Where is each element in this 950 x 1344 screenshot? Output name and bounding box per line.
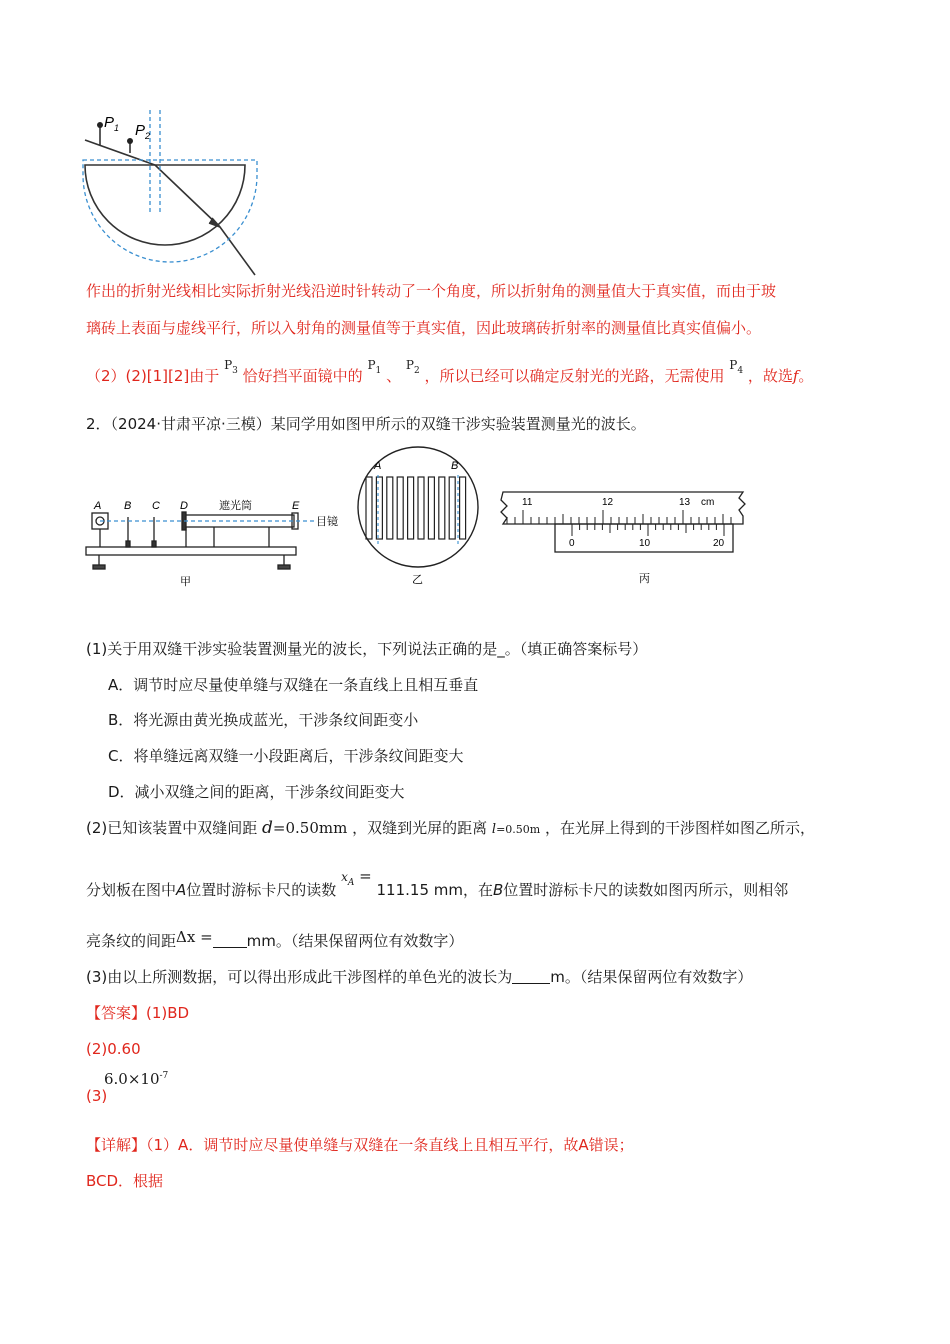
fringe-bar [408, 477, 414, 539]
option-a: A．调节时应尽量使单缝与双缝在一条直线上且相互垂直 [108, 676, 479, 694]
tube-label: 遮光筒 [219, 500, 252, 512]
explanation-line-2: 璃砖上表面与虚线平行，所以入射角的测量值等于真实值，因此玻璃砖折射率的测量值比真实值偏小。 [86, 319, 762, 337]
main-scale-12: 12 [602, 497, 614, 508]
fringe-bar [439, 477, 445, 539]
option-b: B．将光源由黄光换成蓝光，干涉条纹间距变小 [108, 711, 419, 729]
fringe-label-b: B [451, 460, 459, 472]
detail-line-1: 【详解】（1）A．调节时应尽量使单缝与双缝在一条直线上且相互平行，故A错误； [86, 1136, 634, 1154]
sub2-line-1: (2)已知该装置中双缝间距 d=0.50mm ，双缝到光屏的距离 l=0.50m ，在光屏上得到的干涉图样如图乙所示， [86, 818, 816, 838]
eyepiece-label: 目镜 [316, 516, 338, 528]
optical-bench-figure [84, 495, 344, 590]
question-stem: 2．（2024·甘肃平凉·三模）某同学用如图甲所示的双缝干涉实验装置测量光的波长。 [86, 415, 646, 433]
answer-2: (2)0.60 [86, 1040, 141, 1058]
vernier-figure [497, 490, 749, 585]
caption-yi: 乙 [412, 574, 423, 586]
fringe-bar [376, 477, 382, 539]
sub2-line-3: 亮条纹的间距Δx = mm。（结果保留两位有效数字） [86, 928, 464, 950]
option-d: D．减小双缝之间的距离，干涉条纹间距变大 [108, 783, 405, 801]
detail-line-2: BCD．根据 [86, 1172, 164, 1190]
fringe-figure [352, 447, 487, 587]
vernier-20: 20 [713, 538, 725, 549]
label-b: B [124, 500, 132, 512]
explanation-part2: （2）(2)[1][2]由于 $^{P_3}$ 恰好挡平面镜中的 $^{P_1}$ 、 $^{P_2}$ ，所以已经可以确定反射光的光路，无需使用 $^{P_4}$ ，故选f。 [86, 358, 814, 385]
answer-3-value: $6.0\times 10^{-7}$ [104, 1070, 169, 1088]
unit-cm: cm [701, 497, 715, 508]
sub2-line-2: 分划板在图中A位置时游标卡尺的读数 $x_A = 111.15$ mm，在B位置时游标卡尺的读数如图丙所示，则相邻 [86, 867, 789, 899]
label-c: C [152, 500, 160, 512]
main-scale-11: 11 [522, 497, 533, 508]
label-e: E [292, 500, 300, 512]
fringe-bar [397, 477, 403, 539]
label-a: A [94, 500, 102, 512]
caption-bing: 丙 [639, 573, 650, 585]
semicircle-brick [85, 165, 245, 245]
main-scale-13: 13 [679, 497, 691, 508]
fringe-label-a: A [374, 460, 382, 472]
refraction-figure [80, 105, 270, 275]
explanation-line-1: 作出的折射光线相比实际折射光线沿逆时针转动了一个角度，所以折射角的测量值大于真实值，而由于玻 [86, 282, 777, 300]
option-c: C．将单缝远离双缝一小段距离后，干涉条纹间距变大 [108, 747, 464, 765]
p2-label: $P_2$ [135, 122, 151, 141]
vernier-0: 0 [569, 538, 575, 549]
sub1-question: (1)关于用双缝干涉实验装置测量光的波长，下列说法正确的是_。（填正确答案标号） [86, 640, 648, 658]
sub3-question: (3)由以上所测数据，可以得出形成此干涉图样的单色光的波长为 m。（结果保留两位有效数字） [86, 968, 753, 986]
caption-jia: 甲 [180, 576, 191, 588]
fringe-bar [418, 477, 424, 539]
fringe-bar [428, 477, 434, 539]
fringe-bar [387, 477, 393, 539]
fringe-bar [366, 477, 372, 539]
answer-1: 【答案】(1)BD [86, 1004, 190, 1022]
answer-3-label: (3) [86, 1087, 108, 1105]
fringe-bar [449, 477, 455, 539]
p1-label: $P_1$ [104, 114, 120, 133]
fringe-bar [460, 477, 466, 539]
vernier-10: 10 [639, 538, 651, 549]
label-d: D [180, 500, 188, 512]
